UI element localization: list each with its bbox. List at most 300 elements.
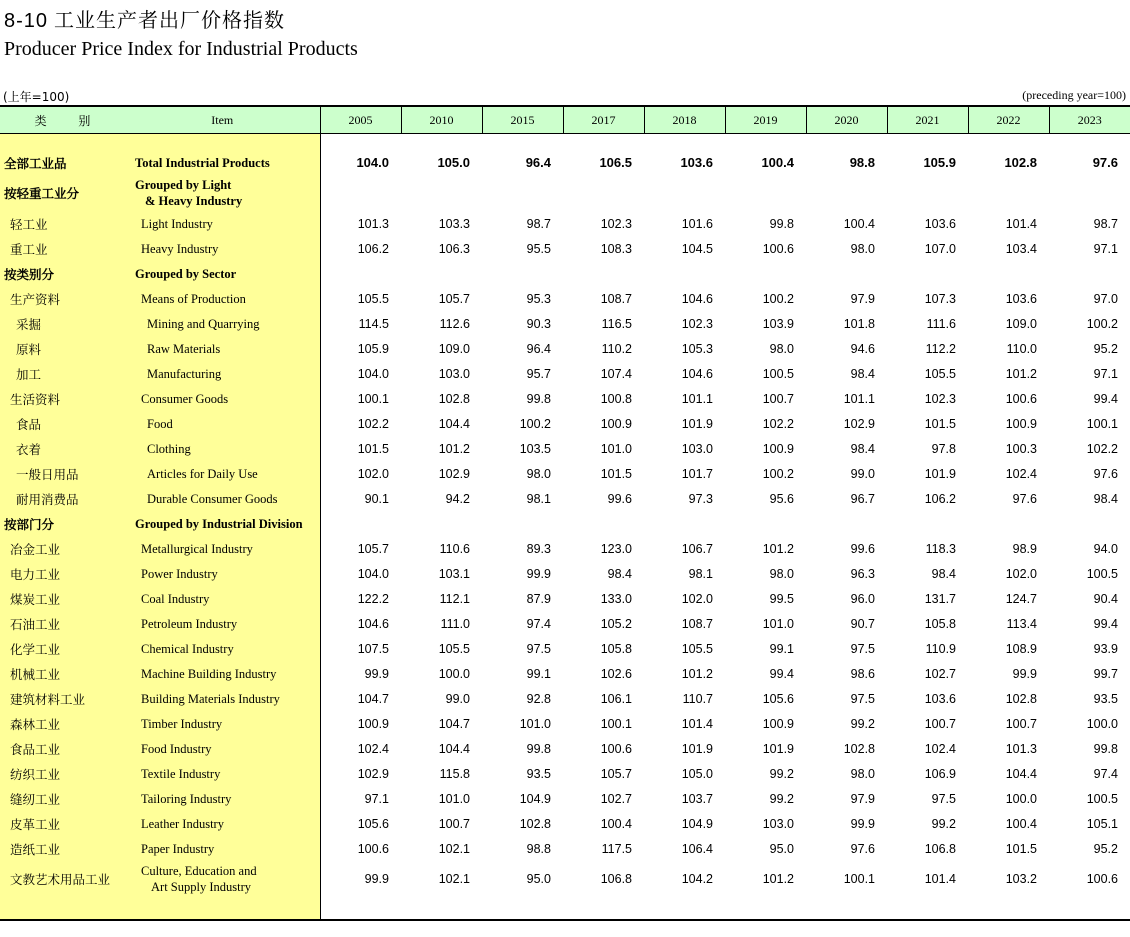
value-cell: 104.4 bbox=[1005, 766, 1037, 781]
value-cell: 110.2 bbox=[601, 341, 632, 356]
value-cell: 101.8 bbox=[843, 316, 875, 331]
row-label-cn: 建筑材料工业 bbox=[0, 686, 125, 711]
value-cell: 102.3 bbox=[924, 391, 956, 406]
value-cell: 105.5 bbox=[357, 291, 389, 306]
value-cell: 99.9 bbox=[850, 816, 875, 831]
row-label-cn: 轻工业 bbox=[0, 211, 125, 236]
value-cell: 115.8 bbox=[439, 766, 470, 781]
table-title-en: Producer Price Index for Industrial Products bbox=[4, 38, 358, 60]
value-cell: 99.9 bbox=[1012, 666, 1037, 681]
row-label-en-line1: Means of Production bbox=[141, 291, 246, 306]
value-cell: 97.4 bbox=[1093, 766, 1118, 781]
table-title-cn-text: 工业生产者出厂价格指数 bbox=[54, 8, 286, 32]
value-cell: 106.1 bbox=[600, 691, 632, 706]
value-cell: 97.6 bbox=[1093, 466, 1118, 481]
value-cell: 100.7 bbox=[1005, 716, 1037, 731]
value-cell bbox=[401, 511, 482, 536]
value-cell: 101.4 bbox=[1005, 216, 1037, 231]
value-cell: 112.2 bbox=[925, 341, 956, 356]
value-cell: 97.1 bbox=[364, 791, 389, 806]
table-row bbox=[0, 811, 1130, 836]
value-cell: 105.1 bbox=[1086, 816, 1118, 831]
value-cell: 101.2 bbox=[1005, 366, 1037, 381]
value-cell: 95.5 bbox=[526, 241, 551, 256]
value-cell: 101.4 bbox=[924, 872, 956, 886]
row-label-en bbox=[125, 286, 320, 311]
value-cell: 98.8 bbox=[849, 155, 875, 170]
value-cell: 99.8 bbox=[769, 216, 794, 231]
table-row bbox=[0, 150, 1130, 175]
value-cell: 100.0 bbox=[1086, 716, 1118, 731]
value-cell: 101.5 bbox=[600, 466, 632, 481]
value-cell: 106.8 bbox=[600, 872, 632, 886]
row-label-cn: 生活资料 bbox=[0, 386, 125, 411]
value-cell: 97.1 bbox=[1093, 241, 1118, 256]
value-cell: 105.6 bbox=[357, 816, 389, 831]
value-cell: 103.0 bbox=[681, 441, 713, 456]
value-cell: 100.5 bbox=[762, 366, 794, 381]
value-cell: 103.0 bbox=[438, 366, 470, 381]
value-cell bbox=[1049, 261, 1130, 286]
value-cell: 104.0 bbox=[357, 566, 389, 581]
row-label-en-line1: Total Industrial Products bbox=[135, 155, 270, 170]
table-row bbox=[0, 436, 1130, 461]
value-cell: 101.9 bbox=[681, 416, 713, 431]
table-row bbox=[0, 236, 1130, 261]
value-cell: 100.1 bbox=[843, 872, 875, 886]
value-cell: 101.5 bbox=[924, 416, 956, 431]
row-label-en-line1: Light Industry bbox=[141, 216, 213, 231]
value-cell: 102.0 bbox=[681, 591, 713, 606]
value-cell: 114.5 bbox=[358, 316, 389, 331]
value-cell bbox=[563, 261, 644, 286]
row-label-en-line1: Metallurgical Industry bbox=[141, 541, 253, 556]
value-cell: 97.9 bbox=[850, 291, 875, 306]
value-cell: 99.8 bbox=[526, 391, 551, 406]
value-cell: 102.1 bbox=[438, 872, 470, 886]
value-cell: 102.9 bbox=[843, 416, 875, 431]
row-label-cn: 原料 bbox=[0, 336, 125, 361]
value-cell: 98.0 bbox=[769, 341, 794, 356]
value-cell bbox=[401, 261, 482, 286]
header-year: 2018 bbox=[644, 106, 725, 134]
row-label-en-line1: Tailoring Industry bbox=[141, 791, 232, 806]
row-label-cn: 加工 bbox=[0, 361, 125, 386]
row-label-cn: 生产资料 bbox=[0, 286, 125, 311]
value-cell: 104.7 bbox=[357, 691, 389, 706]
value-cell: 103.6 bbox=[924, 691, 956, 706]
value-cell: 105.6 bbox=[762, 691, 794, 706]
value-cell: 103.6 bbox=[924, 216, 956, 231]
value-cell: 99.2 bbox=[769, 791, 794, 806]
table-row bbox=[0, 211, 1130, 236]
value-cell: 98.4 bbox=[1093, 491, 1118, 506]
value-cell bbox=[725, 511, 806, 536]
value-cell bbox=[320, 175, 401, 211]
value-cell: 101.2 bbox=[762, 872, 794, 886]
value-cell: 108.9 bbox=[1005, 641, 1037, 656]
value-cell: 102.1 bbox=[438, 841, 470, 856]
value-cell: 105.9 bbox=[923, 155, 956, 170]
row-label-cn: 耐用消费品 bbox=[0, 486, 125, 511]
value-cell bbox=[968, 261, 1049, 286]
value-cell: 99.8 bbox=[1093, 741, 1118, 756]
value-cell: 104.6 bbox=[681, 366, 713, 381]
value-cell: 98.4 bbox=[850, 366, 875, 381]
value-cell: 106.3 bbox=[438, 241, 470, 256]
value-cell: 104.0 bbox=[356, 155, 389, 170]
table-row bbox=[0, 786, 1130, 811]
value-cell bbox=[644, 511, 725, 536]
value-cell: 98.0 bbox=[850, 241, 875, 256]
value-cell bbox=[563, 511, 644, 536]
row-label-en-line1: Petroleum Industry bbox=[141, 616, 238, 631]
value-cell: 104.0 bbox=[357, 366, 389, 381]
value-cell: 96.4 bbox=[525, 155, 551, 170]
row-label-en-line1: Grouped by Industrial Division bbox=[135, 516, 303, 531]
row-label-en-line1: Coal Industry bbox=[141, 591, 210, 606]
value-cell: 94.6 bbox=[850, 341, 875, 356]
value-cell: 124.7 bbox=[1005, 591, 1037, 606]
row-label-cn: 衣着 bbox=[0, 436, 125, 461]
value-cell: 105.0 bbox=[681, 766, 713, 781]
value-cell: 109.0 bbox=[438, 341, 470, 356]
table-row bbox=[0, 611, 1130, 636]
value-cell: 97.1 bbox=[1093, 366, 1118, 381]
value-cell: 101.2 bbox=[681, 666, 713, 681]
row-label-en-line1: Clothing bbox=[147, 441, 191, 456]
value-cell: 100.6 bbox=[762, 241, 794, 256]
value-cell: 97.5 bbox=[850, 641, 875, 656]
value-cell bbox=[320, 511, 401, 536]
row-label-en-line1: Food Industry bbox=[141, 741, 212, 756]
row-label-en bbox=[125, 786, 320, 811]
value-cell: 110.7 bbox=[682, 691, 713, 706]
table-row bbox=[0, 561, 1130, 586]
value-cell bbox=[482, 175, 563, 211]
table-row bbox=[0, 311, 1130, 336]
row-label-en bbox=[125, 736, 320, 761]
value-cell: 100.5 bbox=[1086, 566, 1118, 581]
value-cell: 101.0 bbox=[519, 716, 551, 731]
value-cell: 99.9 bbox=[526, 566, 551, 581]
value-cell: 104.9 bbox=[519, 791, 551, 806]
value-cell: 101.0 bbox=[438, 791, 470, 806]
table-row bbox=[0, 636, 1130, 661]
row-label-cn: 造纸工业 bbox=[0, 836, 125, 861]
value-cell: 94.0 bbox=[1093, 541, 1118, 556]
row-label-en bbox=[125, 236, 320, 261]
row-label-en bbox=[125, 261, 320, 286]
ppi-table bbox=[0, 105, 1130, 921]
value-cell: 100.2 bbox=[762, 291, 794, 306]
value-cell bbox=[563, 175, 644, 211]
value-cell bbox=[725, 261, 806, 286]
row-label-en-line1: Heavy Industry bbox=[141, 241, 219, 256]
value-cell: 107.4 bbox=[600, 366, 632, 381]
value-cell: 103.1 bbox=[438, 566, 470, 581]
value-cell: 100.6 bbox=[1005, 391, 1037, 406]
row-label-cn: 重工业 bbox=[0, 236, 125, 261]
value-cell: 107.5 bbox=[357, 641, 389, 656]
value-cell: 95.7 bbox=[526, 366, 551, 381]
value-cell: 104.5 bbox=[681, 241, 713, 256]
row-label-en bbox=[125, 386, 320, 411]
value-cell: 99.9 bbox=[364, 666, 389, 681]
value-cell bbox=[806, 175, 887, 211]
table-body bbox=[0, 134, 1130, 921]
value-cell: 99.4 bbox=[1093, 391, 1118, 406]
value-cell: 102.2 bbox=[1086, 441, 1118, 456]
table-number: 8-10 bbox=[4, 10, 49, 32]
value-cell: 95.6 bbox=[769, 491, 794, 506]
value-cell bbox=[401, 175, 482, 211]
value-cell: 100.6 bbox=[1086, 872, 1118, 886]
unit-note-en: (preceding year=100) bbox=[1022, 88, 1126, 102]
row-label-en bbox=[125, 611, 320, 636]
header-category-cn: 类 别 bbox=[0, 106, 125, 134]
row-label-en-line1: Building Materials Industry bbox=[141, 691, 280, 706]
value-cell: 100.6 bbox=[357, 841, 389, 856]
value-cell: 101.1 bbox=[843, 391, 875, 406]
value-cell: 102.2 bbox=[762, 416, 794, 431]
row-label-en bbox=[125, 586, 320, 611]
row-label-cn: 化学工业 bbox=[0, 636, 125, 661]
value-cell: 102.8 bbox=[519, 816, 551, 831]
value-cell: 96.7 bbox=[850, 491, 875, 506]
value-cell: 116.5 bbox=[601, 316, 632, 331]
value-cell: 99.1 bbox=[526, 666, 551, 681]
value-cell: 95.2 bbox=[1093, 841, 1118, 856]
value-cell: 118.3 bbox=[925, 541, 956, 556]
value-cell: 99.2 bbox=[769, 766, 794, 781]
value-cell: 100.2 bbox=[1086, 316, 1118, 331]
row-label-en-line2: & Heavy Industry bbox=[145, 194, 243, 208]
spacer-row bbox=[0, 134, 1130, 151]
header-year: 2010 bbox=[401, 106, 482, 134]
row-label-en-line1: Paper Industry bbox=[141, 841, 215, 856]
value-cell: 95.0 bbox=[769, 841, 794, 856]
value-cell: 97.8 bbox=[931, 441, 956, 456]
row-label-en bbox=[125, 211, 320, 236]
row-label-cn: 按轻重工业分 bbox=[0, 175, 125, 211]
value-cell: 122.2 bbox=[357, 591, 389, 606]
value-cell: 99.2 bbox=[850, 716, 875, 731]
value-cell bbox=[482, 261, 563, 286]
value-cell: 96.0 bbox=[850, 591, 875, 606]
row-label-en bbox=[125, 836, 320, 861]
value-cell: 103.6 bbox=[1005, 291, 1037, 306]
value-cell: 100.3 bbox=[1005, 441, 1037, 456]
row-label-cn: 森林工业 bbox=[0, 711, 125, 736]
value-cell: 106.8 bbox=[924, 841, 956, 856]
value-cell bbox=[887, 175, 968, 211]
value-cell: 98.4 bbox=[607, 566, 632, 581]
value-cell bbox=[644, 261, 725, 286]
value-cell: 99.4 bbox=[1093, 616, 1118, 631]
value-cell: 101.1 bbox=[681, 391, 713, 406]
value-cell: 106.2 bbox=[357, 241, 389, 256]
value-cell: 90.1 bbox=[364, 491, 389, 506]
value-cell: 97.9 bbox=[850, 791, 875, 806]
value-cell: 100.1 bbox=[600, 716, 632, 731]
value-cell: 101.2 bbox=[762, 541, 794, 556]
value-cell: 105.9 bbox=[357, 341, 389, 356]
value-cell: 105.5 bbox=[924, 366, 956, 381]
value-cell: 102.7 bbox=[924, 666, 956, 681]
row-label-en-line1: Manufacturing bbox=[147, 366, 222, 381]
value-cell: 99.9 bbox=[364, 872, 389, 886]
value-cell: 104.4 bbox=[438, 416, 470, 431]
row-label-en-line1: Mining and Quarrying bbox=[147, 316, 260, 331]
value-cell: 97.6 bbox=[1092, 155, 1118, 170]
value-cell: 101.9 bbox=[681, 741, 713, 756]
value-cell: 97.3 bbox=[688, 491, 713, 506]
value-cell: 133.0 bbox=[600, 591, 632, 606]
header-year: 2023 bbox=[1049, 106, 1130, 134]
row-label-en-line1: Culture, Education and bbox=[141, 864, 257, 878]
value-cell: 103.9 bbox=[762, 316, 794, 331]
row-label-en-line1: Leather Industry bbox=[141, 816, 224, 831]
value-cell: 99.1 bbox=[769, 641, 794, 656]
value-cell: 101.5 bbox=[1005, 841, 1037, 856]
row-label-en bbox=[125, 711, 320, 736]
value-cell: 106.7 bbox=[681, 541, 713, 556]
value-cell: 97.0 bbox=[1093, 291, 1118, 306]
value-cell: 111.0 bbox=[440, 616, 470, 631]
table-row bbox=[0, 386, 1130, 411]
value-cell bbox=[320, 261, 401, 286]
row-label-en bbox=[125, 336, 320, 361]
row-label-en bbox=[125, 811, 320, 836]
value-cell: 93.5 bbox=[1093, 691, 1118, 706]
value-cell: 100.2 bbox=[519, 416, 551, 431]
value-cell: 100.1 bbox=[1086, 416, 1118, 431]
value-cell: 99.6 bbox=[607, 491, 632, 506]
value-cell: 90.4 bbox=[1093, 591, 1118, 606]
value-cell: 98.0 bbox=[850, 766, 875, 781]
value-cell: 102.6 bbox=[600, 666, 632, 681]
value-cell: 102.9 bbox=[357, 766, 389, 781]
row-label-en-line1: Power Industry bbox=[141, 566, 218, 581]
value-cell: 105.7 bbox=[357, 541, 389, 556]
row-label-cn: 全部工业品 bbox=[0, 150, 125, 175]
value-cell bbox=[1049, 511, 1130, 536]
value-cell: 94.2 bbox=[445, 491, 470, 506]
value-cell bbox=[725, 175, 806, 211]
table-row bbox=[0, 336, 1130, 361]
value-cell: 97.6 bbox=[850, 841, 875, 856]
value-cell: 100.9 bbox=[762, 716, 794, 731]
value-cell bbox=[482, 511, 563, 536]
table-row bbox=[0, 286, 1130, 311]
value-cell: 95.2 bbox=[1093, 341, 1118, 356]
value-cell: 103.3 bbox=[438, 216, 470, 231]
row-label-cn: 食品工业 bbox=[0, 736, 125, 761]
row-label-cn: 一般日用品 bbox=[0, 461, 125, 486]
row-label-cn: 食品 bbox=[0, 411, 125, 436]
table-row bbox=[0, 711, 1130, 736]
value-cell: 100.9 bbox=[357, 716, 389, 731]
table-row bbox=[0, 411, 1130, 436]
row-label-en bbox=[125, 486, 320, 511]
value-cell: 98.0 bbox=[769, 566, 794, 581]
header-year: 2022 bbox=[968, 106, 1049, 134]
row-label-en bbox=[125, 636, 320, 661]
row-label-en bbox=[125, 150, 320, 175]
value-cell: 98.0 bbox=[526, 466, 551, 481]
value-cell: 108.3 bbox=[600, 241, 632, 256]
value-cell: 102.4 bbox=[924, 741, 956, 756]
row-label-en-line1: Chemical Industry bbox=[141, 641, 234, 656]
value-cell: 102.3 bbox=[681, 316, 713, 331]
value-cell: 104.7 bbox=[438, 716, 470, 731]
row-label-en-line1: Articles for Daily Use bbox=[147, 466, 258, 481]
value-cell: 89.3 bbox=[526, 541, 551, 556]
row-label-en bbox=[125, 311, 320, 336]
value-cell bbox=[644, 175, 725, 211]
row-label-cn: 纺织工业 bbox=[0, 761, 125, 786]
value-cell: 110.6 bbox=[439, 541, 470, 556]
value-cell: 102.4 bbox=[1005, 466, 1037, 481]
table-row bbox=[0, 486, 1130, 511]
value-cell: 112.1 bbox=[439, 591, 470, 606]
table-row bbox=[0, 736, 1130, 761]
value-cell: 101.0 bbox=[762, 616, 794, 631]
row-label-cn: 按部门分 bbox=[0, 511, 125, 536]
value-cell: 100.7 bbox=[924, 716, 956, 731]
value-cell: 101.0 bbox=[600, 441, 632, 456]
value-cell: 99.2 bbox=[931, 816, 956, 831]
value-cell: 102.8 bbox=[438, 391, 470, 406]
row-label-en bbox=[125, 411, 320, 436]
value-cell: 104.9 bbox=[681, 816, 713, 831]
table-row bbox=[0, 761, 1130, 786]
row-label-en bbox=[125, 761, 320, 786]
value-cell: 102.3 bbox=[600, 216, 632, 231]
value-cell: 102.8 bbox=[843, 741, 875, 756]
value-cell: 99.0 bbox=[445, 691, 470, 706]
value-cell: 98.6 bbox=[850, 666, 875, 681]
value-cell: 102.8 bbox=[1005, 691, 1037, 706]
row-label-en bbox=[125, 536, 320, 561]
value-cell: 100.9 bbox=[762, 441, 794, 456]
value-cell: 102.0 bbox=[1005, 566, 1037, 581]
value-cell: 97.5 bbox=[931, 791, 956, 806]
table-end-row bbox=[0, 897, 1130, 920]
value-cell: 103.5 bbox=[519, 441, 551, 456]
value-cell: 98.1 bbox=[688, 566, 713, 581]
value-cell: 108.7 bbox=[600, 291, 632, 306]
value-cell: 98.4 bbox=[931, 566, 956, 581]
value-cell: 103.4 bbox=[1005, 241, 1037, 256]
row-label-cn: 煤炭工业 bbox=[0, 586, 125, 611]
value-cell: 100.7 bbox=[762, 391, 794, 406]
value-cell: 100.0 bbox=[438, 666, 470, 681]
value-cell: 105.5 bbox=[681, 641, 713, 656]
value-cell: 98.8 bbox=[526, 841, 551, 856]
value-cell: 99.7 bbox=[1093, 666, 1118, 681]
row-label-cn: 皮革工业 bbox=[0, 811, 125, 836]
value-cell: 102.9 bbox=[438, 466, 470, 481]
value-cell: 106.2 bbox=[924, 491, 956, 506]
value-cell: 106.5 bbox=[599, 155, 632, 170]
value-cell: 101.6 bbox=[681, 216, 713, 231]
value-cell: 100.4 bbox=[600, 816, 632, 831]
header-year: 2021 bbox=[887, 106, 968, 134]
value-cell: 105.7 bbox=[600, 766, 632, 781]
value-cell: 95.3 bbox=[526, 291, 551, 306]
